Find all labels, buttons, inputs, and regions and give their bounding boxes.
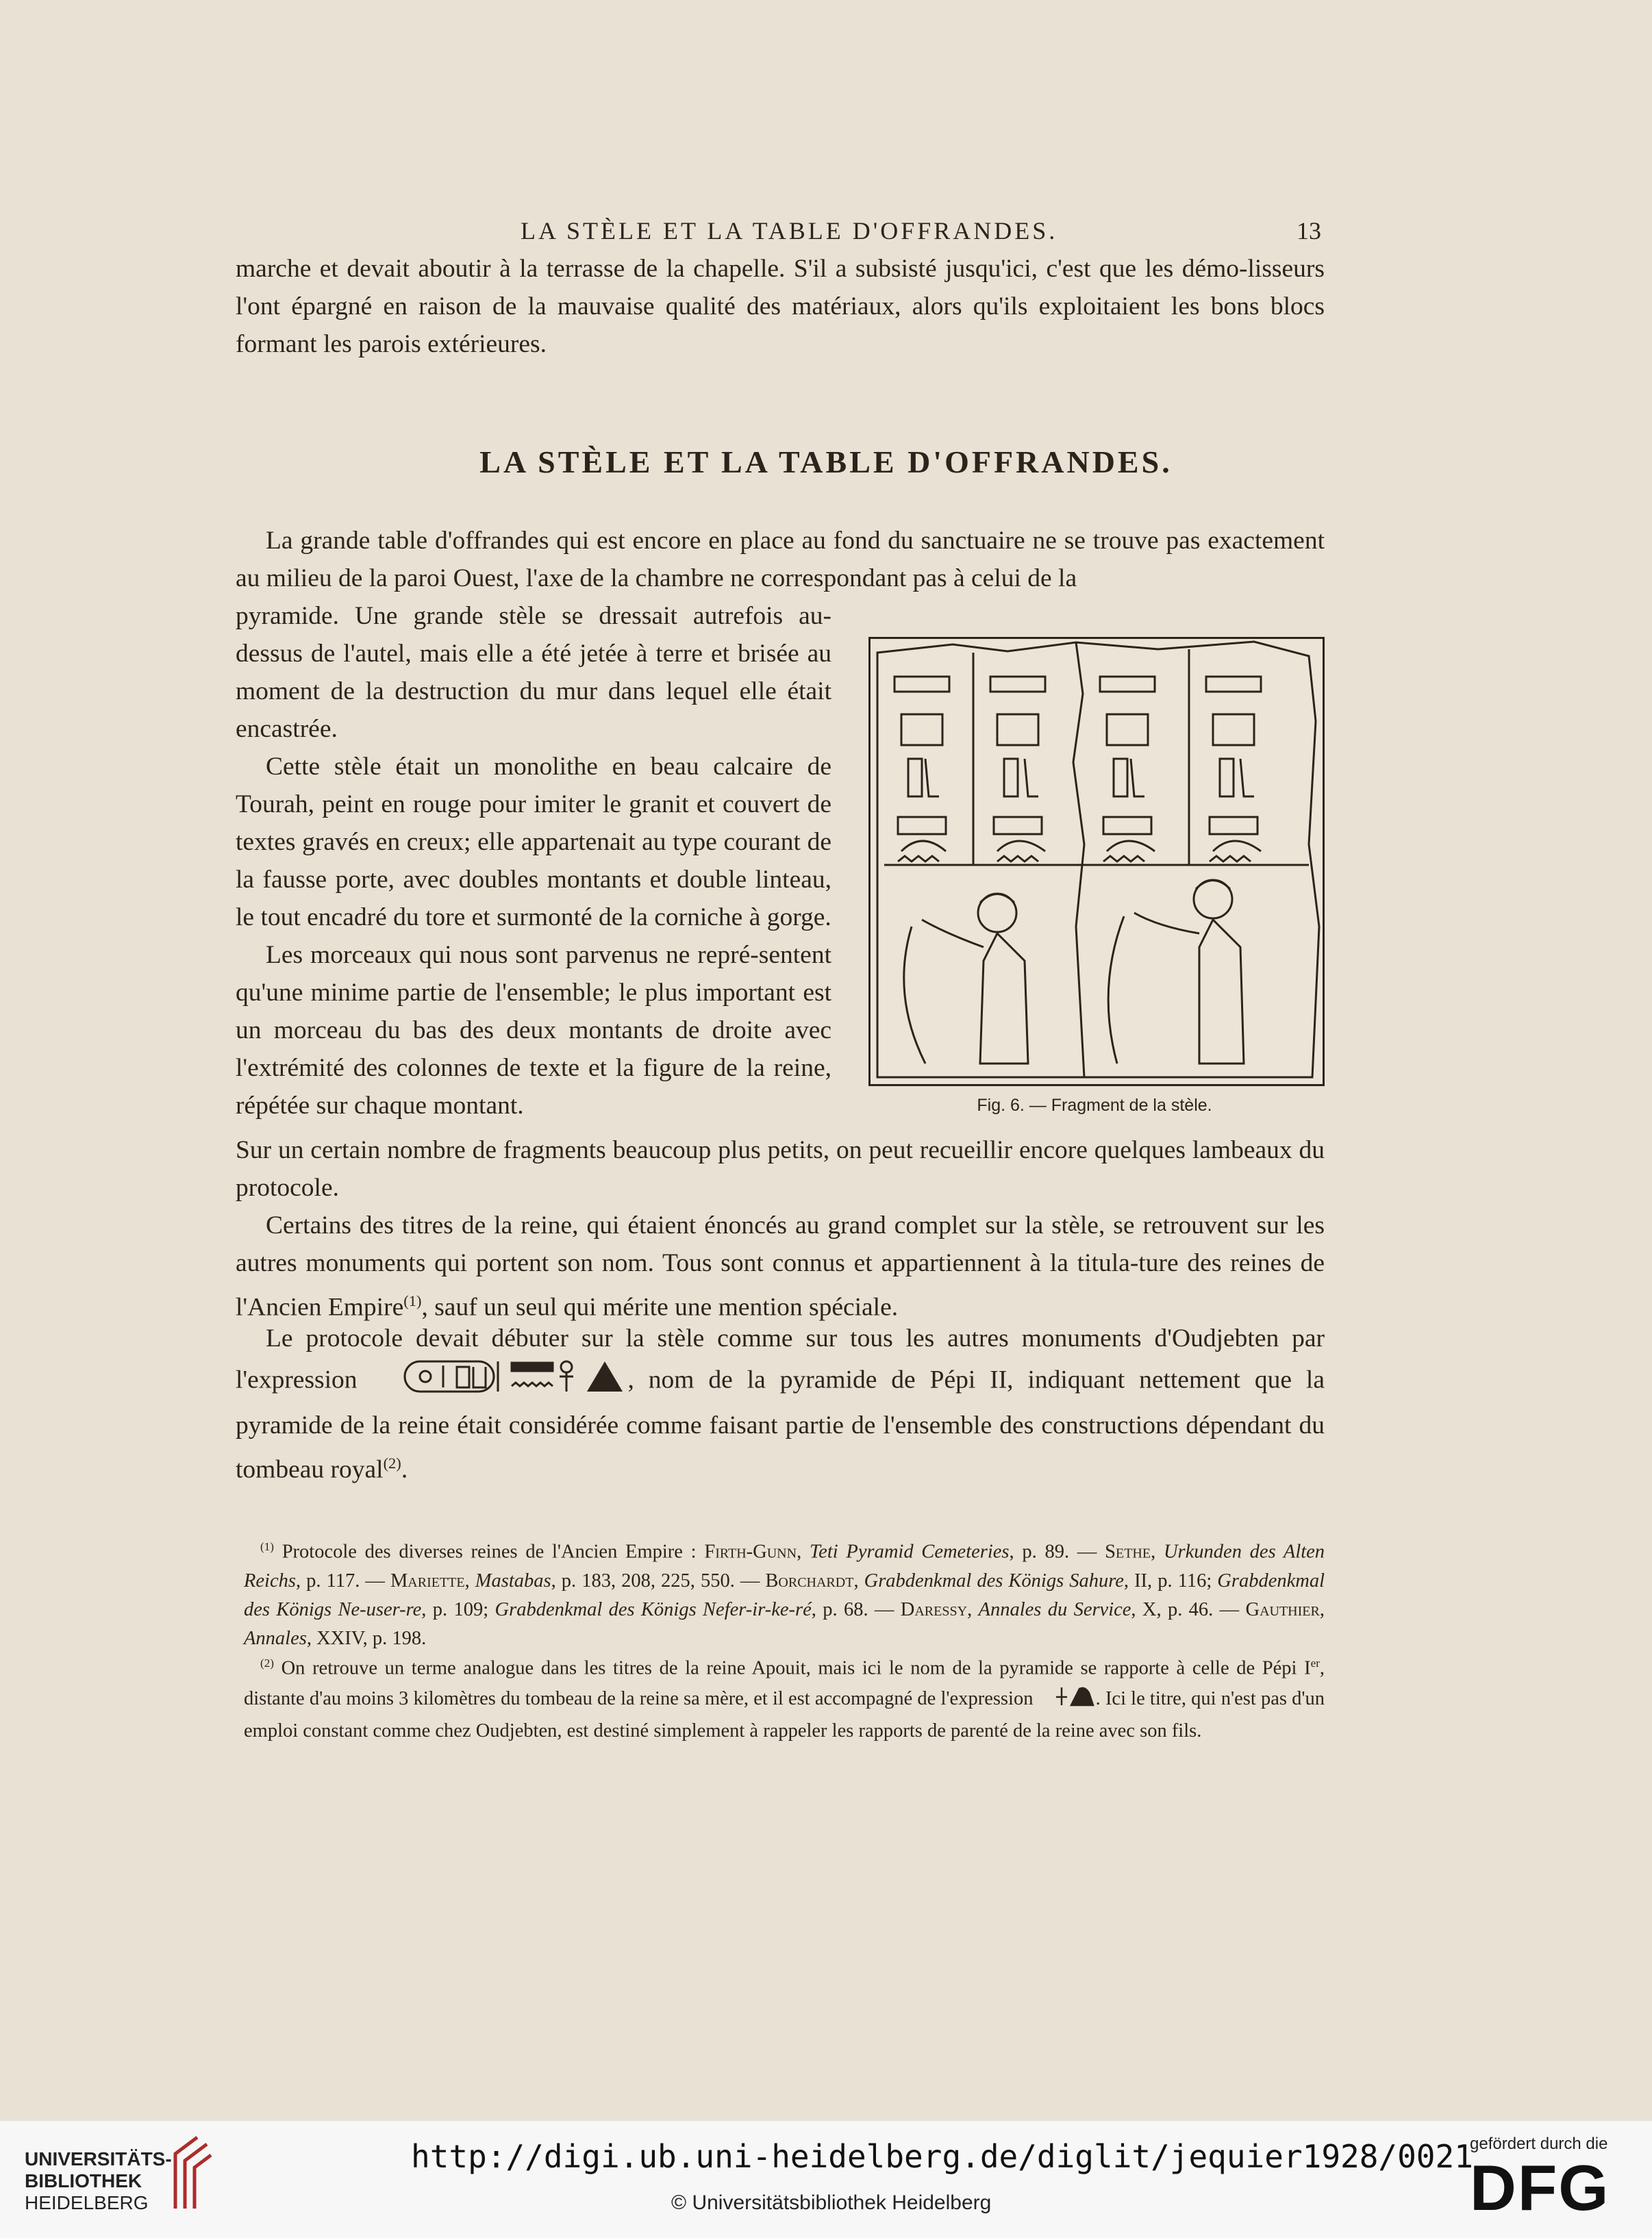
paragraph-1-wrap: pyramide. Une grande stèle se dressait autrefois au-dessus de l'autel, mais elle a été jetée à terre et brisée au moment de la destruction du mur dans lequel elle était encastrée. bbox=[236, 602, 831, 743]
paragraph-4: Certains des titres de la reine, qui étaient énoncés au grand complet sur la stèle, se retrouvent sur les autres monuments qui portent son nom. Tous sont connus et appartiennent à la titula-ture des reines de l'Ancien Empire$^{(1)}$, sauf un seul qui mérite une mention spéciale. bbox=[236, 1211, 1325, 1322]
library-name: UNIVERSITÄTS- BIBLIOTHEK HEIDELBERG bbox=[25, 2148, 172, 2213]
stele-drawing bbox=[871, 639, 1323, 1084]
page-number: 13 bbox=[1297, 217, 1321, 244]
paragraph-3-wrap: Les morceaux qui nous sont parvenus ne repré-sentent qu'une minime partie de l'ensemble; le plus important est un morceau du bas des deux montants de droite avec l'extrémité des colonnes de texte et la figure de la reine, répétée sur chaque montant. bbox=[236, 941, 831, 1120]
wrapped-column bbox=[236, 597, 831, 1124]
library-logo-icon bbox=[170, 2135, 212, 2211]
running-title: LA STÈLE ET LA TABLE D'OFFRANDES. bbox=[521, 217, 1058, 244]
figure-caption: Fig. 6. — Fragment de la stèle. bbox=[977, 1096, 1212, 1115]
intro-paragraph: marche et devait aboutir à la terrasse de la chapelle. S'il a subsisté jusqu'ici, c'est que les démo-lisseurs l'ont épargné en raison de la mauvaise qualité des matériaux, alors qu'ils exploitaient les bons blocs formant les parois extérieures. bbox=[236, 255, 1325, 358]
paragraph-3-full: Sur un certain nombre de fragments beaucoup plus petits, on peut recueillir encore quelques lambeaux du protocole. bbox=[236, 1136, 1325, 1202]
viewer-footer bbox=[0, 2120, 1652, 2238]
copyright-notice: © Universitätsbibliothek Heidelberg bbox=[671, 2191, 992, 2214]
permalink-url[interactable]: http://digi.ub.uni-heidelberg.de/diglit/jequier1928/0021 bbox=[411, 2138, 1473, 2175]
dfg-logo: DFG bbox=[1470, 2152, 1610, 2224]
funding-label: gefördert durch die bbox=[1470, 2135, 1608, 2153]
stele-fragment-figure bbox=[868, 637, 1325, 1086]
pyramid-name-hieroglyph bbox=[372, 1357, 628, 1407]
mother-of-king-hieroglyph bbox=[1038, 1683, 1096, 1717]
paragraph-1-full: La grande table d'offrandes qui est encore en place au fond du sanctuaire ne se trouve pas exactement au milieu de la paroi Ouest, l'axe de la chambre ne correspondant pas à celui de la bbox=[236, 527, 1325, 592]
paragraph-5: Le protocole devait débuter sur la stèle comme sur tous les autres monuments d'Oudjebten par l'expression , nom de la pyramide de Pépi II, indiquant nettement que la pyramide de la reine était considérée comme faisant partie de l'ensemble des constructions dépendant du tombeau royal$^{(2)}$. bbox=[236, 1324, 1325, 1484]
section-heading: LA STÈLE ET LA TABLE D'OFFRANDES. bbox=[479, 444, 1173, 479]
footnote-1: $^{(1)}$ Protocole des diverses reines de l'Ancien Empire : Firth-Gunn, Teti Pyramid Cemeteries, p. 89. — Sethe, Urkunden des Alten Reichs, p. 117. — Mariette, Mastabas, p. 183, 208, 225, 550. — Borchardt, Grabdenkmal des Königs Sahure, II, p. 116; Grabdenkmal des Königs Ne-user-re, p. 109; Grabdenkmal des Königs Nefer-ir-ke-ré, p. 68. — Daressy, Annales du Service, X, p. 46. — Gauthier, Annales, XXIV, p. 198. bbox=[244, 1540, 1325, 1649]
footnote-2: $^{(2)}$ On retrouve un terme analogue dans les titres de la reine Apouit, mais ici le nom de la pyramide se rapporte à celle de Pépi Ier, distante d'au moins 3 kilomètres du tombeau de la reine sa mère, et il est accompagné de l'expression . Ici le titre, qui n'est pas d'un emploi constant comme chez Oudjebten, est destiné simplement à rappeler les rapports de parenté de la reine avec son fils. bbox=[244, 1657, 1325, 1742]
paragraph-2: Cette stèle était un monolithe en beau calcaire de Tourah, peint en rouge pour imiter le granit et couvert de textes gravés en creux; elle appartenait au type courant de la fausse porte, avec doubles montants et double linteau, le tout encadré du tore et surmonté de la corniche à gorge. bbox=[236, 753, 831, 931]
